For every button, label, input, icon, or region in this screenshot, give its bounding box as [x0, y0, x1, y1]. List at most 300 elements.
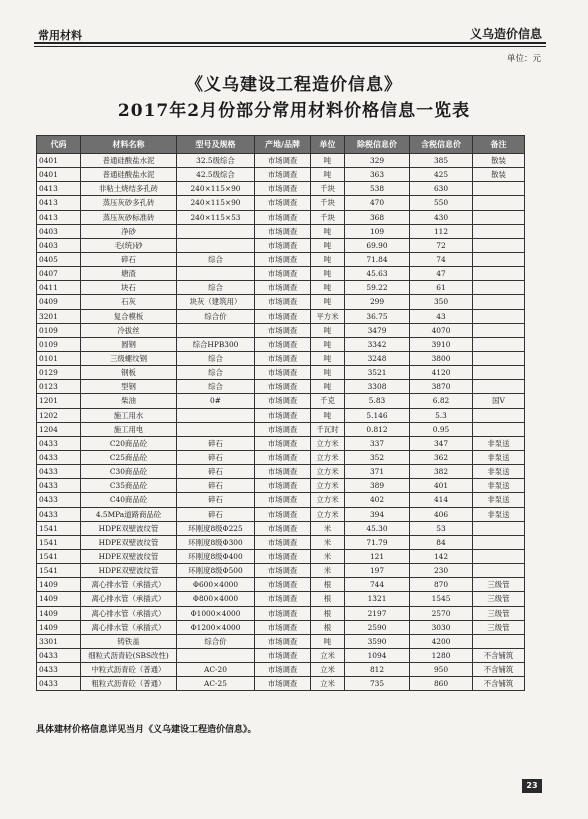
code-cell: 0101: [37, 351, 81, 365]
unit-cell: 吨: [311, 267, 345, 281]
price-ex-tax-cell: 3248: [345, 351, 410, 365]
price-in-tax-cell: 5.3: [410, 408, 473, 422]
unit-cell: 吨: [311, 224, 345, 238]
material-name-cell: 圆钢: [81, 337, 177, 351]
table-row: [37, 210, 525, 224]
price-in-tax-cell: 430: [410, 210, 473, 224]
note-cell: [473, 196, 525, 210]
unit-cell: 立方米: [311, 507, 345, 521]
table-row: [37, 422, 525, 436]
source-cell: 市场调查: [255, 323, 311, 337]
price-ex-tax-cell: 371: [345, 465, 410, 479]
col-header-source: 产地/品牌: [255, 136, 311, 154]
price-ex-tax-cell: 45.63: [345, 267, 410, 281]
note-cell: 非泵送: [473, 450, 525, 464]
price-in-tax-cell: 74: [410, 252, 473, 266]
spec-cell: 碎石: [177, 465, 255, 479]
material-name-cell: 柴油: [81, 394, 177, 408]
material-name-cell: C30商品砼: [81, 465, 177, 479]
price-table: [36, 135, 525, 691]
table-row: [37, 238, 525, 252]
unit-cell: 根: [311, 592, 345, 606]
price-in-tax-cell: 1545: [410, 592, 473, 606]
table-row: [37, 507, 525, 521]
price-ex-tax-cell: 3308: [345, 380, 410, 394]
note-cell: [473, 281, 525, 295]
page-number: 23: [522, 779, 542, 793]
table-row: [37, 196, 525, 210]
note-cell: 非泵送: [473, 436, 525, 450]
unit-cell: 立米: [311, 663, 345, 677]
material-name-cell: 中粒式沥青砼（普通）: [81, 663, 177, 677]
price-ex-tax-cell: 538: [345, 182, 410, 196]
material-name-cell: 铸铁盖: [81, 634, 177, 648]
page-title: 《义乌建设工程造价信息》: [186, 75, 402, 95]
price-in-tax-cell: 6.82: [410, 394, 473, 408]
unit-label: 单位：元: [506, 54, 541, 64]
table-row: [37, 267, 525, 281]
material-name-cell: 4.5MPa道路商品砼: [81, 507, 177, 521]
source-cell: 市场调查: [255, 154, 311, 168]
source-cell: 市场调查: [255, 196, 311, 210]
note-cell: [473, 182, 525, 196]
source-cell: 市场调查: [255, 493, 311, 507]
code-cell: 0413: [37, 182, 81, 196]
col-header-price-in-tax: 含税信息价: [410, 136, 473, 154]
unit-cell: 米: [311, 535, 345, 549]
material-name-cell: 冷拔丝: [81, 323, 177, 337]
code-cell: 1409: [37, 620, 81, 634]
price-ex-tax-cell: 352: [345, 450, 410, 464]
source-cell: 市场调查: [255, 648, 311, 662]
note-cell: [473, 535, 525, 549]
spec-cell: 综合价: [177, 309, 255, 323]
table-row: [37, 493, 525, 507]
price-ex-tax-cell: 744: [345, 578, 410, 592]
unit-cell: 立方米: [311, 479, 345, 493]
price-in-tax-cell: 84: [410, 535, 473, 549]
material-name-cell: 塘渣: [81, 267, 177, 281]
code-cell: 0401: [37, 154, 81, 168]
material-name-cell: 复合模板: [81, 309, 177, 323]
price-ex-tax-cell: 5.146: [345, 408, 410, 422]
unit-cell: 吨: [311, 168, 345, 182]
unit-cell: 吨: [311, 366, 345, 380]
note-cell: 非泵送: [473, 479, 525, 493]
price-ex-tax-cell: 3590: [345, 634, 410, 648]
material-name-cell: 非粘土烧结多孔砖: [81, 182, 177, 196]
spec-cell: 240×115×53: [177, 210, 255, 224]
material-name-cell: 石灰: [81, 295, 177, 309]
code-cell: 0129: [37, 366, 81, 380]
price-ex-tax-cell: 1321: [345, 592, 410, 606]
note-cell: 散装: [473, 168, 525, 182]
price-in-tax-cell: 950: [410, 663, 473, 677]
note-cell: 国Ⅴ: [473, 394, 525, 408]
code-cell: 0413: [37, 196, 81, 210]
table-row: [37, 309, 525, 323]
source-cell: 市场调查: [255, 634, 311, 648]
price-in-tax-cell: 870: [410, 578, 473, 592]
source-cell: 市场调查: [255, 507, 311, 521]
material-name-cell: HDPE双壁波纹管: [81, 535, 177, 549]
material-name-cell: C25商品砼: [81, 450, 177, 464]
spec-cell: [177, 267, 255, 281]
spec-cell: [177, 224, 255, 238]
header-rule: [34, 42, 546, 47]
material-name-cell: 细粒式沥青砼(SBS改性): [81, 648, 177, 662]
source-cell: 市场调查: [255, 465, 311, 479]
source-cell: 市场调查: [255, 351, 311, 365]
unit-cell: 吨: [311, 295, 345, 309]
source-cell: 市场调查: [255, 422, 311, 436]
spec-cell: 综合: [177, 281, 255, 295]
price-in-tax-cell: 3030: [410, 620, 473, 634]
note-cell: 非泵送: [473, 493, 525, 507]
unit-cell: 立方米: [311, 493, 345, 507]
unit-cell: 千块: [311, 210, 345, 224]
table-row: [37, 535, 525, 549]
source-cell: 市场调查: [255, 479, 311, 493]
material-name-cell: 离心排水管（承插式）: [81, 620, 177, 634]
material-name-cell: C20商品砼: [81, 436, 177, 450]
price-ex-tax-cell: 402: [345, 493, 410, 507]
table-row: [37, 380, 525, 394]
unit-cell: 立方米: [311, 436, 345, 450]
material-name-cell: 型钢: [81, 380, 177, 394]
table-row: [37, 564, 525, 578]
unit-cell: 米: [311, 564, 345, 578]
source-cell: 市场调查: [255, 408, 311, 422]
price-in-tax-cell: 3800: [410, 351, 473, 365]
table-row: [37, 663, 525, 677]
material-name-cell: 粗粒式沥青砼（普通）: [81, 677, 177, 691]
price-ex-tax-cell: 337: [345, 436, 410, 450]
price-ex-tax-cell: 299: [345, 295, 410, 309]
table-row: [37, 182, 525, 196]
note-cell: 不含铺筑: [473, 648, 525, 662]
spec-cell: Φ800×4000: [177, 592, 255, 606]
note-cell: [473, 323, 525, 337]
unit-cell: 根: [311, 620, 345, 634]
spec-cell: 环刚度8级Φ300: [177, 535, 255, 549]
spec-cell: 碎石: [177, 493, 255, 507]
col-header-name: 材料名称: [81, 136, 177, 154]
price-in-tax-cell: 425: [410, 168, 473, 182]
spec-cell: 240×115×90: [177, 182, 255, 196]
material-name-cell: 毛(统)砂: [81, 238, 177, 252]
source-cell: 市场调查: [255, 436, 311, 450]
table-row: [37, 436, 525, 450]
unit-cell: 吨: [311, 252, 345, 266]
table-row: [37, 677, 525, 691]
source-cell: 市场调查: [255, 337, 311, 351]
price-ex-tax-cell: 59.22: [345, 281, 410, 295]
code-cell: 3201: [37, 309, 81, 323]
spec-cell: 综合HPB300: [177, 337, 255, 351]
unit-cell: 吨: [311, 408, 345, 422]
material-name-cell: C40商品砼: [81, 493, 177, 507]
price-in-tax-cell: 3870: [410, 380, 473, 394]
material-name-cell: 施工用水: [81, 408, 177, 422]
source-cell: 市场调查: [255, 663, 311, 677]
source-cell: 市场调查: [255, 620, 311, 634]
code-cell: 1541: [37, 549, 81, 563]
price-ex-tax-cell: 812: [345, 663, 410, 677]
spec-cell: 综合: [177, 252, 255, 266]
table-row: [37, 578, 525, 592]
source-cell: 市场调查: [255, 281, 311, 295]
source-cell: 市场调查: [255, 450, 311, 464]
table-row: [37, 479, 525, 493]
spec-cell: 42.5级综合: [177, 168, 255, 182]
material-name-cell: HDPE双壁波纹管: [81, 564, 177, 578]
price-in-tax-cell: 53: [410, 521, 473, 535]
publication-name: 义乌造价信息: [469, 27, 542, 41]
price-ex-tax-cell: 470: [345, 196, 410, 210]
price-ex-tax-cell: 197: [345, 564, 410, 578]
unit-cell: 立米: [311, 677, 345, 691]
price-in-tax-cell: 43: [410, 309, 473, 323]
price-in-tax-cell: 47: [410, 267, 473, 281]
unit-cell: 吨: [311, 380, 345, 394]
unit-cell: 吨: [311, 281, 345, 295]
note-cell: 非泵送: [473, 507, 525, 521]
table-row: [37, 549, 525, 563]
code-cell: 0403: [37, 238, 81, 252]
material-name-cell: HDPE双壁波纹管: [81, 549, 177, 563]
table-header-row: [37, 136, 525, 154]
spec-cell: [177, 422, 255, 436]
price-in-tax-cell: 142: [410, 549, 473, 563]
spec-cell: 块灰（建筑用）: [177, 295, 255, 309]
note-cell: [473, 422, 525, 436]
col-header-unit: 单位: [311, 136, 345, 154]
col-header-code: 代码: [37, 136, 81, 154]
price-ex-tax-cell: 121: [345, 549, 410, 563]
code-cell: 1409: [37, 592, 81, 606]
unit-cell: 米: [311, 549, 345, 563]
table-body: [37, 154, 525, 691]
price-ex-tax-cell: 3521: [345, 366, 410, 380]
source-cell: 市场调查: [255, 295, 311, 309]
unit-cell: 千瓦时: [311, 422, 345, 436]
source-cell: 市场调查: [255, 592, 311, 606]
code-cell: 0433: [37, 436, 81, 450]
table-row: [37, 351, 525, 365]
code-cell: 1202: [37, 408, 81, 422]
page-subtitle: 2017年2月份部分常用材料价格信息一览表: [117, 101, 471, 121]
unit-cell: 吨: [311, 337, 345, 351]
note-cell: [473, 564, 525, 578]
material-name-cell: 离心排水管（承插式）: [81, 592, 177, 606]
note-cell: 非泵送: [473, 465, 525, 479]
note-cell: [473, 295, 525, 309]
spec-cell: [177, 238, 255, 252]
source-cell: 市场调查: [255, 549, 311, 563]
note-cell: 三级管: [473, 620, 525, 634]
source-cell: 市场调查: [255, 267, 311, 281]
source-cell: 市场调查: [255, 564, 311, 578]
code-cell: 0109: [37, 323, 81, 337]
price-ex-tax-cell: 368: [345, 210, 410, 224]
table-row: [37, 521, 525, 535]
source-cell: 市场调查: [255, 366, 311, 380]
code-cell: 0433: [37, 465, 81, 479]
material-name-cell: 离心排水管（承插式）: [81, 578, 177, 592]
unit-cell: 立米: [311, 648, 345, 662]
table-row: [37, 366, 525, 380]
table-row: [37, 620, 525, 634]
material-name-cell: 普通硅酸盐水泥: [81, 168, 177, 182]
col-header-spec: 型号及规格: [177, 136, 255, 154]
material-name-cell: 蒸压灰砂标准砖: [81, 210, 177, 224]
spec-cell: AC-20: [177, 663, 255, 677]
price-in-tax-cell: 4120: [410, 366, 473, 380]
note-cell: 三级管: [473, 578, 525, 592]
material-name-cell: 碎石: [81, 252, 177, 266]
table-row: [37, 465, 525, 479]
source-cell: 市场调查: [255, 578, 311, 592]
unit-cell: 立方米: [311, 465, 345, 479]
price-in-tax-cell: 61: [410, 281, 473, 295]
note-cell: [473, 267, 525, 281]
code-cell: 0433: [37, 479, 81, 493]
note-cell: [473, 366, 525, 380]
price-ex-tax-cell: 2590: [345, 620, 410, 634]
price-in-tax-cell: 362: [410, 450, 473, 464]
source-cell: 市场调查: [255, 521, 311, 535]
price-in-tax-cell: 112: [410, 224, 473, 238]
code-cell: 1541: [37, 564, 81, 578]
spec-cell: 碎石: [177, 479, 255, 493]
note-cell: [473, 408, 525, 422]
price-in-tax-cell: 4070: [410, 323, 473, 337]
price-ex-tax-cell: 3342: [345, 337, 410, 351]
source-cell: 市场调查: [255, 238, 311, 252]
unit-cell: 吨: [311, 634, 345, 648]
code-cell: 1201: [37, 394, 81, 408]
code-cell: 0433: [37, 648, 81, 662]
footer-note: 具体建材价格信息详见当月《义乌建设工程造价信息》。: [36, 725, 257, 735]
source-cell: 市场调查: [255, 168, 311, 182]
spec-cell: [177, 323, 255, 337]
spec-cell: 碎石: [177, 507, 255, 521]
col-header-price-ex-tax: 除税信息价: [345, 136, 410, 154]
spec-cell: 32.5级综合: [177, 154, 255, 168]
unit-cell: 立方米: [311, 450, 345, 464]
source-cell: 市场调查: [255, 210, 311, 224]
material-name-cell: HDPE双壁波纹管: [81, 521, 177, 535]
table-row: [37, 337, 525, 351]
price-in-tax-cell: 401: [410, 479, 473, 493]
note-cell: [473, 634, 525, 648]
price-in-tax-cell: 347: [410, 436, 473, 450]
unit-cell: 吨: [311, 323, 345, 337]
unit-cell: 千克: [311, 394, 345, 408]
code-cell: 1409: [37, 606, 81, 620]
note-cell: 不含铺筑: [473, 663, 525, 677]
table-row: [37, 592, 525, 606]
price-ex-tax-cell: 2197: [345, 606, 410, 620]
note-cell: [473, 549, 525, 563]
unit-cell: 米: [311, 521, 345, 535]
price-in-tax-cell: 550: [410, 196, 473, 210]
material-name-cell: 离心排水管（承插式）: [81, 606, 177, 620]
material-name-cell: 块石: [81, 281, 177, 295]
note-cell: 三级管: [473, 592, 525, 606]
spec-cell: 综合价: [177, 634, 255, 648]
spec-cell: 碎石: [177, 436, 255, 450]
spec-cell: Φ600×4000: [177, 578, 255, 592]
material-name-cell: C35商品砼: [81, 479, 177, 493]
table-row: [37, 634, 525, 648]
material-name-cell: 净砂: [81, 224, 177, 238]
price-in-tax-cell: 350: [410, 295, 473, 309]
spec-cell: 综合: [177, 366, 255, 380]
price-in-tax-cell: 230: [410, 564, 473, 578]
table-row: [37, 323, 525, 337]
spec-cell: 碎石: [177, 450, 255, 464]
table-row: [37, 648, 525, 662]
code-cell: 0401: [37, 168, 81, 182]
source-cell: 市场调查: [255, 677, 311, 691]
table-row: [37, 606, 525, 620]
source-cell: 市场调查: [255, 380, 311, 394]
note-cell: [473, 210, 525, 224]
price-in-tax-cell: 4200: [410, 634, 473, 648]
note-cell: [473, 224, 525, 238]
source-cell: 市场调查: [255, 224, 311, 238]
spec-cell: AC-25: [177, 677, 255, 691]
table-row: [37, 224, 525, 238]
col-header-note: 备注: [473, 136, 525, 154]
material-name-cell: 蒸压灰砂多孔砖: [81, 196, 177, 210]
spec-cell: [177, 408, 255, 422]
unit-cell: 吨: [311, 154, 345, 168]
price-in-tax-cell: 630: [410, 182, 473, 196]
note-cell: [473, 380, 525, 394]
price-ex-tax-cell: 36.75: [345, 309, 410, 323]
price-in-tax-cell: 385: [410, 154, 473, 168]
price-ex-tax-cell: 735: [345, 677, 410, 691]
spec-cell: 环刚度8级Φ225: [177, 521, 255, 535]
code-cell: 0409: [37, 295, 81, 309]
note-cell: [473, 351, 525, 365]
note-cell: 不含铺筑: [473, 677, 525, 691]
source-cell: 市场调查: [255, 394, 311, 408]
price-in-tax-cell: 860: [410, 677, 473, 691]
table-row: [37, 281, 525, 295]
unit-cell: 平方米: [311, 309, 345, 323]
price-ex-tax-cell: 3479: [345, 323, 410, 337]
price-in-tax-cell: 3910: [410, 337, 473, 351]
spec-cell: 0#: [177, 394, 255, 408]
source-cell: 市场调查: [255, 606, 311, 620]
source-cell: 市场调查: [255, 309, 311, 323]
price-ex-tax-cell: 109: [345, 224, 410, 238]
code-cell: 1541: [37, 521, 81, 535]
code-cell: 1541: [37, 535, 81, 549]
price-ex-tax-cell: 1094: [345, 648, 410, 662]
price-ex-tax-cell: 71.79: [345, 535, 410, 549]
material-name-cell: 普通硅酸盐水泥: [81, 154, 177, 168]
price-ex-tax-cell: 0.812: [345, 422, 410, 436]
price-ex-tax-cell: 394: [345, 507, 410, 521]
spec-cell: [177, 648, 255, 662]
table-row: [37, 394, 525, 408]
note-cell: 三级管: [473, 606, 525, 620]
